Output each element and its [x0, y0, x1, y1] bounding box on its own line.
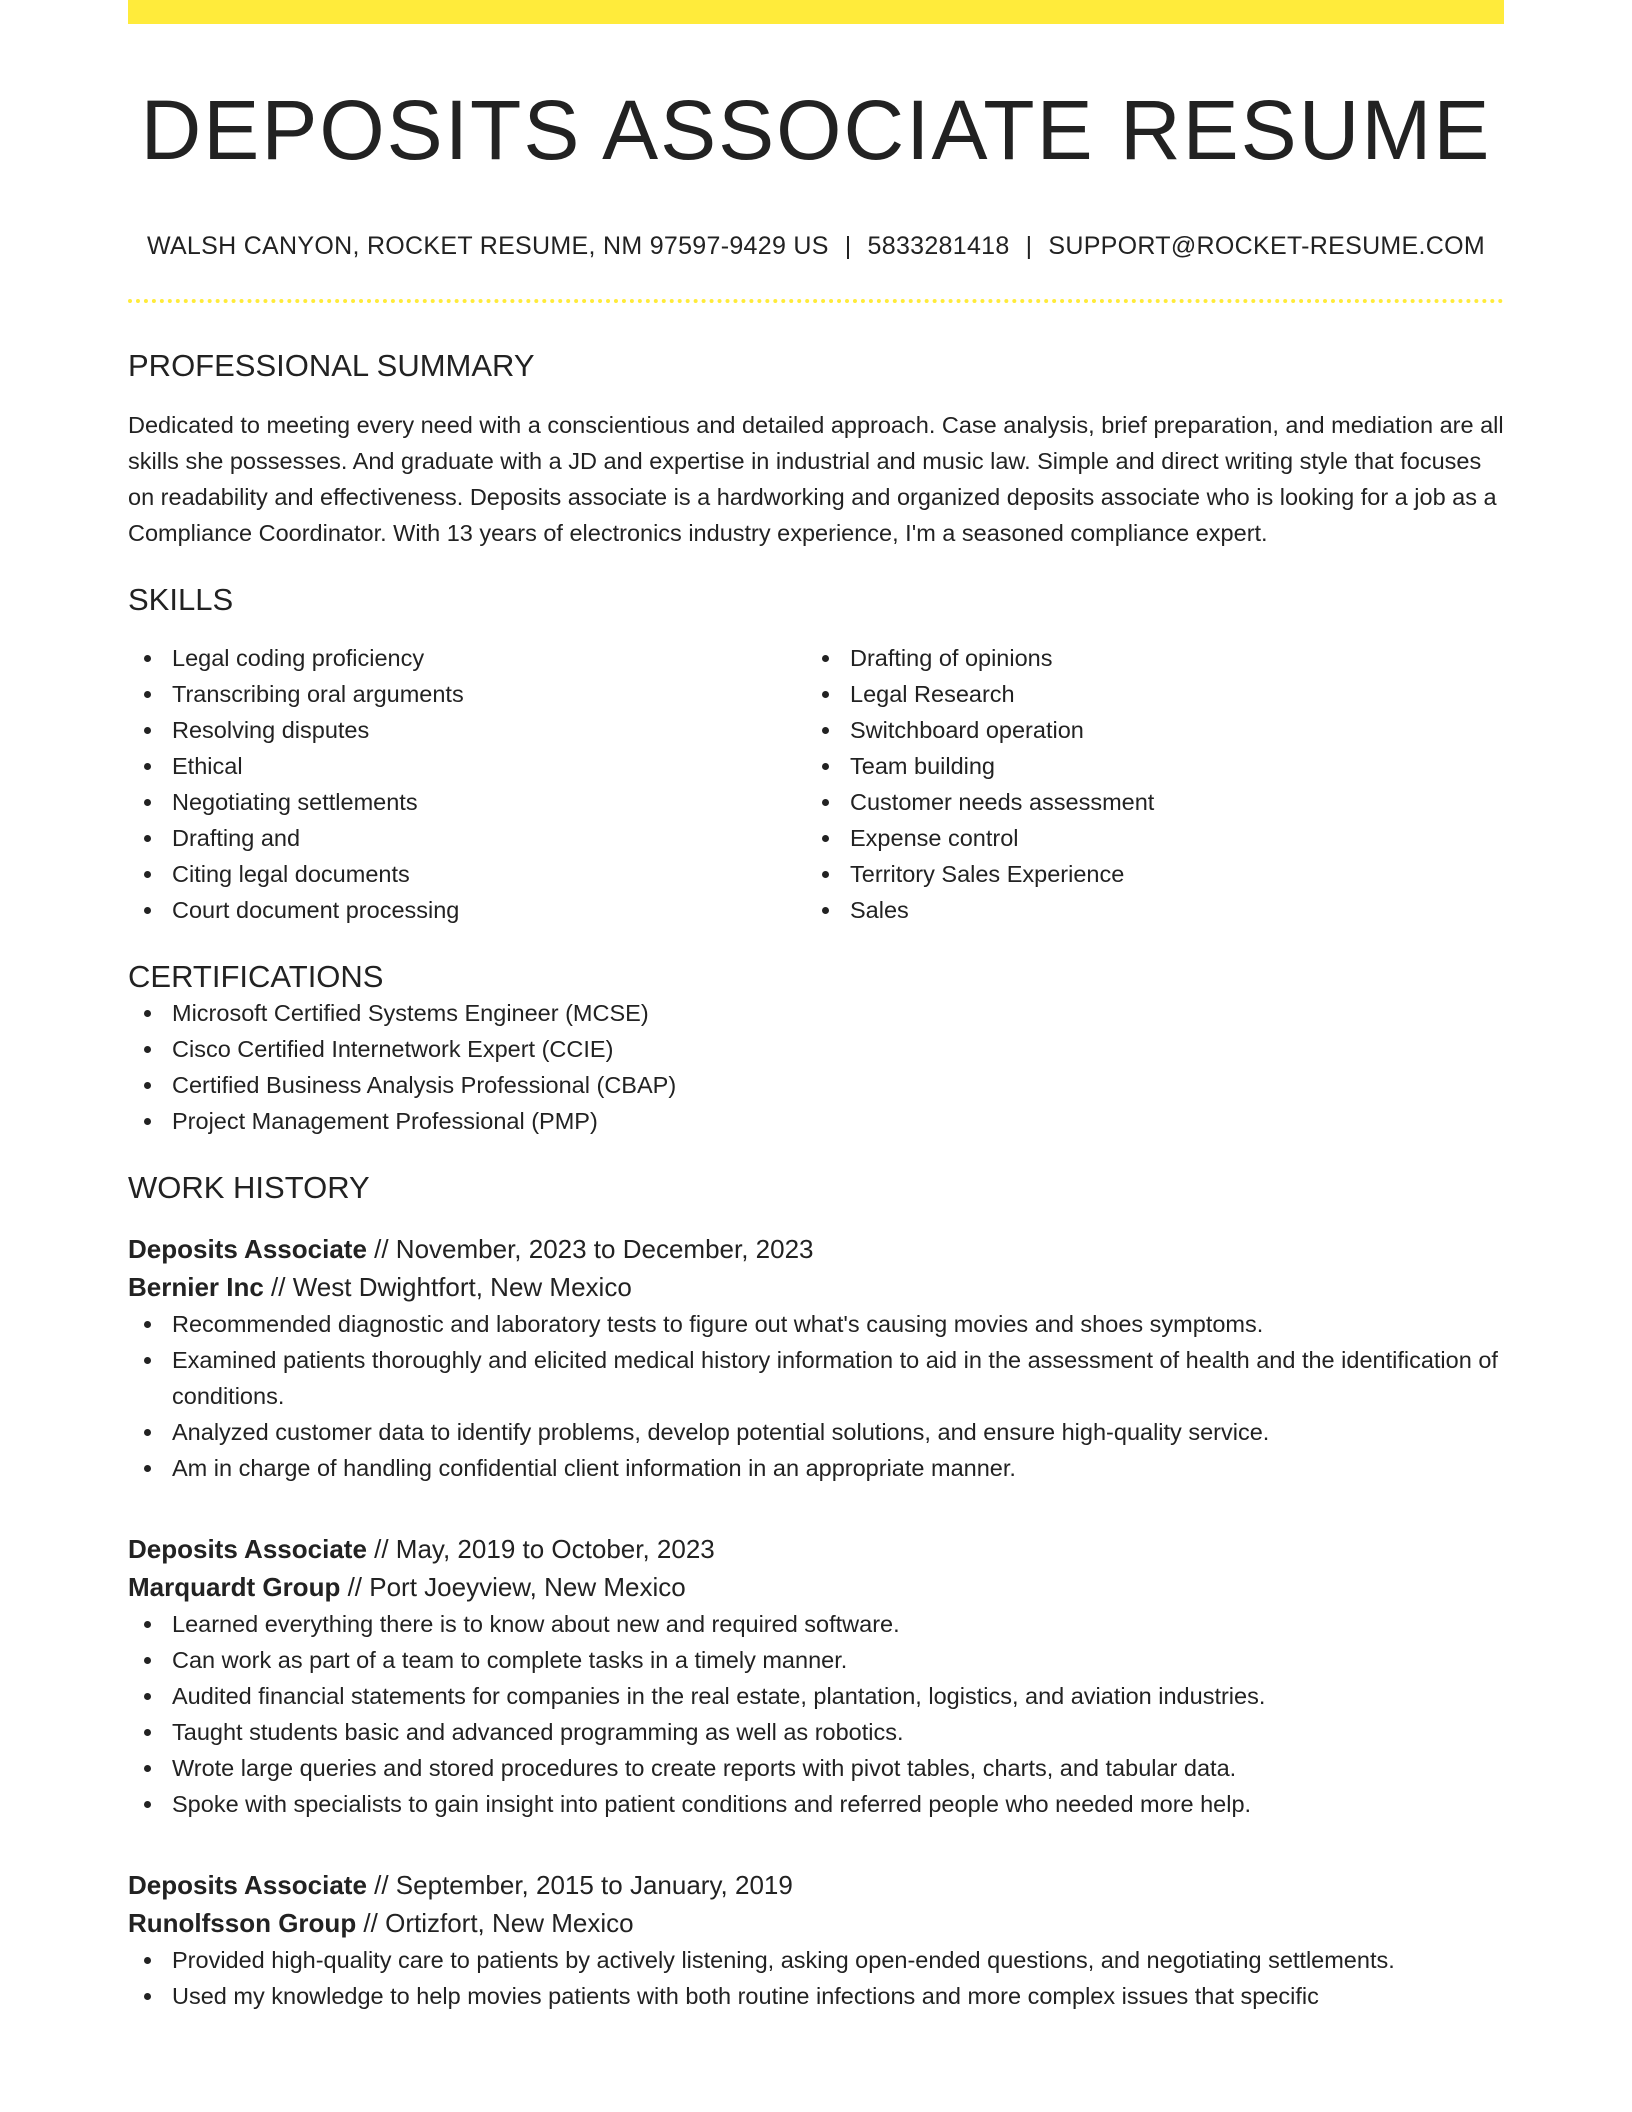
job-bullet: Spoke with specialists to gain insight into patient conditions and referred people who needed more help.	[128, 1786, 1504, 1822]
certification-item: Microsoft Certified Systems Engineer (MCSE)	[128, 995, 1504, 1031]
skill-item: Transcribing oral arguments	[128, 676, 806, 712]
job-entry	[128, 1230, 1504, 1486]
job-company-line	[128, 1268, 1504, 1306]
job-title-line	[128, 1230, 1504, 1268]
job-bullet: Learned everything there is to know about new and required software.	[128, 1606, 1504, 1642]
contact-email[interactable]: SUPPORT@ROCKET-RESUME.COM	[1048, 232, 1486, 261]
certification-item: Project Management Professional (PMP)	[128, 1103, 1504, 1139]
job-company: Runolfsson Group	[128, 1908, 357, 1939]
job-title: Deposits Associate	[128, 1870, 367, 1901]
job-bullet: Recommended diagnostic and laboratory tests to figure out what's causing movies and shoes symptoms.	[128, 1306, 1504, 1342]
job-location: // Port Joeyview, New Mexico	[340, 1572, 686, 1603]
job-company: Marquardt Group	[128, 1572, 341, 1603]
job-bullet: Provided high-quality care to patients by actively listening, asking open-ended questions, and negotiating settlements.	[128, 1942, 1504, 1978]
skill-item: Ethical	[128, 748, 806, 784]
work-history-heading: WORK HISTORY	[128, 1169, 370, 1205]
job-bullet: Taught students basic and advanced programming as well as robotics.	[128, 1714, 1504, 1750]
skill-item: Sales	[806, 892, 1484, 928]
job-bullets	[128, 1306, 1504, 1486]
job-bullet: Used my knowledge to help movies patients with both routine infections and more complex issues that specific	[128, 1978, 1504, 2014]
skill-item: Citing legal documents	[128, 856, 806, 892]
job-bullet: Can work as part of a team to complete tasks in a timely manner.	[128, 1642, 1504, 1678]
skill-item: Team building	[806, 748, 1484, 784]
skill-item: Resolving disputes	[128, 712, 806, 748]
job-company-line	[128, 1568, 1504, 1606]
job-company: Bernier Inc	[128, 1272, 264, 1303]
skill-item: Switchboard operation	[806, 712, 1484, 748]
skills-columns	[128, 640, 1504, 928]
skill-item: Court document processing	[128, 892, 806, 928]
contact-separator: |	[844, 232, 852, 261]
dotted-divider	[128, 299, 1504, 303]
skill-item: Negotiating settlements	[128, 784, 806, 820]
top-accent-bar	[128, 0, 1504, 24]
contact-address: WALSH CANYON, ROCKET RESUME, NM 97597-9429 US	[146, 232, 829, 261]
job-company-line	[128, 1904, 1504, 1942]
job-bullet: Audited financial statements for companies in the real estate, plantation, logistics, and aviation industries.	[128, 1678, 1504, 1714]
job-dates: // September, 2015 to January, 2019	[366, 1870, 793, 1901]
skill-item: Customer needs assessment	[806, 784, 1484, 820]
skills-column-right	[806, 640, 1484, 928]
skill-item: Drafting of opinions	[806, 640, 1484, 676]
job-title: Deposits Associate	[128, 1534, 367, 1565]
certifications-heading: CERTIFICATIONS	[128, 958, 384, 994]
job-title-line	[128, 1530, 1504, 1568]
resume-page	[128, 0, 1504, 2014]
skills-list-right	[806, 640, 1484, 928]
job-bullet: Analyzed customer data to identify problems, develop potential solutions, and ensure high-quality service.	[128, 1414, 1504, 1450]
skills-heading: SKILLS	[128, 581, 234, 617]
contact-separator: |	[1025, 232, 1033, 261]
skills-column-left	[128, 640, 806, 928]
job-title: Deposits Associate	[128, 1234, 367, 1265]
certification-item: Certified Business Analysis Professional (CBAP)	[128, 1067, 1504, 1103]
job-bullet: Am in charge of handling confidential client information in an appropriate manner.	[128, 1450, 1504, 1486]
job-dates: // November, 2023 to December, 2023	[366, 1234, 814, 1265]
job-bullets	[128, 1942, 1504, 2014]
job-entry	[128, 1530, 1504, 1822]
skill-item: Expense control	[806, 820, 1484, 856]
job-dates: // May, 2019 to October, 2023	[366, 1534, 715, 1565]
job-title-line	[128, 1866, 1504, 1904]
certification-item: Cisco Certified Internetwork Expert (CCIE)	[128, 1031, 1504, 1067]
contact-line	[128, 232, 1504, 261]
job-location: // Ortizfort, New Mexico	[356, 1908, 634, 1939]
summary-heading: PROFESSIONAL SUMMARY	[128, 348, 535, 384]
resume-title: DEPOSITS ASSOCIATE RESUME	[140, 83, 1492, 177]
job-bullet: Wrote large queries and stored procedures to create reports with pivot tables, charts, and tabular data.	[128, 1750, 1504, 1786]
skill-item: Legal coding proficiency	[128, 640, 806, 676]
job-bullets	[128, 1606, 1504, 1822]
skill-item: Legal Research	[806, 676, 1484, 712]
summary-text: Dedicated to meeting every need with a conscientious and detailed approach. Case analysis, brief preparation, and mediation are all skills she possesses. And graduate with a JD and expertise in industrial and music law. Simple and direct writing style that focuses on readability and effectiveness. Deposits associate is a hardworking and organized deposits associate who is looking for a job as a Compliance Coordinator. With 13 years of electronics industry experience, I'm a seasoned compliance expert.	[128, 411, 1504, 546]
job-location: // West Dwightfort, New Mexico	[263, 1272, 632, 1303]
skills-list-left	[128, 640, 806, 928]
skill-item: Drafting and	[128, 820, 806, 856]
certifications-list	[128, 995, 1504, 1139]
job-entry	[128, 1866, 1504, 2014]
job-bullet: Examined patients thoroughly and elicited medical history information to aid in the assessment of health and the identification of conditions.	[128, 1342, 1504, 1414]
contact-phone[interactable]: 5833281418	[867, 232, 1010, 261]
skill-item: Territory Sales Experience	[806, 856, 1484, 892]
